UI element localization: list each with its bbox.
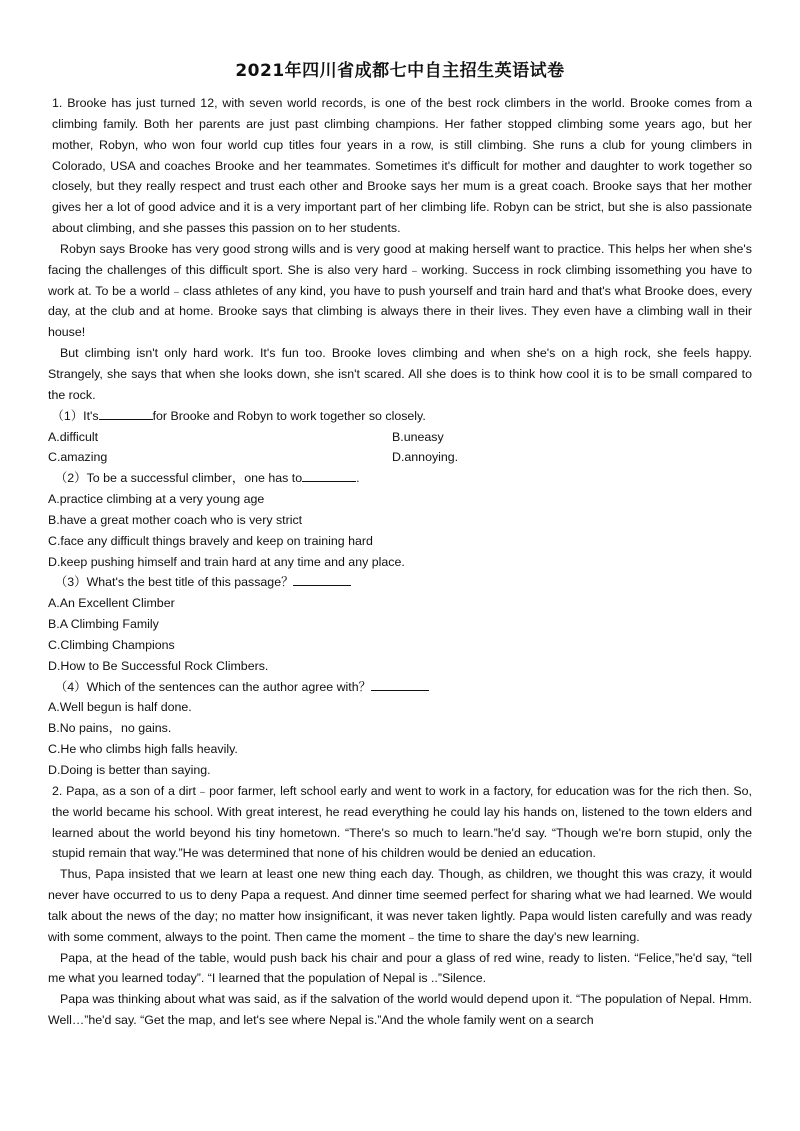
option: A.Well begun is half done. — [48, 700, 192, 715]
option: A.difficult — [48, 429, 99, 444]
passage2-paragraph-2: Thus, Papa insisted that we learn at least one new thing each day. Though, as children, we thought this was crazy, it would never have occurred to us to deny Papa a request. And dinner time seemed perfect for sharing what we had learned. We would talk about the news of the day; no matter how insignificant, it was never taken lightly. Papa would listen carefully and was ready with some comment, always to the point. Then came the moment﹣the time to share the day's new learning. — [48, 867, 752, 944]
passage1-paragraph-3: But climbing isn't only hard work. It's fun too. Brooke loves climbing and when she's on a high rock, she feels happy. Strangely, she says that when she looks down, she isn't scared. All she does is to think how cool it is to be small compared to the rock. — [48, 346, 752, 402]
question-1-options-row-1 — [48, 427, 752, 448]
passage1-paragraph-2: Robyn says Brooke has very good strong wills and is very good at making herself want to practice. This helps her when she's facing the challenges of this difficult sport. She is also very hard﹣working. Success in rock climbing issomething you have to work at. To be a world﹣class athletes of any kind, you have to push yourself and train hard and that's what Brooke does, every day, at the club and at home. Brooke says that climbing is always there in their lives. They even have a climbing wall in their house! — [48, 241, 752, 340]
page-title: 2021年四川省成都七中自主招生英语试卷 — [235, 61, 565, 81]
option: D.How to Be Successful Rock Climbers. — [48, 658, 269, 673]
answer-blank — [302, 469, 356, 482]
answer-blank — [293, 573, 351, 586]
option: D.annoying. — [392, 450, 459, 465]
question-2-stem: （2）To be a successful climber，one has to . — [54, 471, 360, 486]
option: A.An Excellent Climber — [48, 596, 175, 611]
answer-blank — [99, 407, 153, 420]
option: D.keep pushing himself and train hard at any time and any place. — [48, 554, 405, 569]
option: C.He who climbs high falls heavily. — [48, 742, 238, 757]
option: D.Doing is better than saying. — [48, 763, 211, 777]
option: B.A Climbing Family — [48, 617, 159, 632]
option: C.amazing — [48, 450, 108, 465]
question-1-options-row-2 — [48, 447, 752, 468]
passage2-paragraph-4: Papa was thinking about what was said, as if the salvation of the world would depend upon it. “The population of Nepal. Hmm. Well…”he'd say. “Get the map, and let's see where Nepal is.”And the whole family went on a search — [48, 992, 752, 1028]
answer-blank — [371, 678, 429, 691]
question-4-stem: （4）Which of the sentences can the author agree with？ — [48, 677, 752, 698]
option: B.have a great mother coach who is very strict — [48, 512, 303, 527]
passage2-paragraph-1: 2. Papa, as a son of a dirt﹣poor farmer, left school early and went to work in a factory, for education was for the rich then. So, the world became his school. With great interest, he read everything he could lay his hands on, listened to the town elders and learned about the world beyond his tiny hometown. “There's so much to learn.”he'd say. “Though we're born stupid, only the stupid remain that way.”He was determined that none of his children would be denied an education. — [52, 783, 752, 861]
question-1-stem: （1）It's for Brooke and Robyn to work together so closely. — [51, 408, 426, 423]
option: B.No pains，no gains. — [48, 721, 172, 736]
question-3-stem: （3）What's the best title of this passage？ — [48, 572, 752, 593]
option: C.Climbing Champions — [48, 637, 175, 652]
passage1-paragraph-1: 1. Brooke has just turned 12, with seven world records, is one of the best rock climbers in the world. Brooke comes from a climbing family. Both her parents are just past climbing champions. Her father stopped climbing some years ago, but her mother, Robyn, who won four world cup titles four years in a row, is still climbing. She runs a club for young climbers in Colorado, USA and coaches Brooke and her teammates. Sometimes it's difficult for mother and daughter to work together so closely, but they really respect and trust each other and Brooke says her mum is a great coach. Brooke says that her mother gives her a lot of good advice and it is a very important part of her climbing life. Robyn can be strict, but she is also passionate about climbing, and she passes this passion on to her students. — [52, 96, 752, 236]
option: B.uneasy — [392, 429, 444, 444]
passage2-paragraph-3: Papa, at the head of the table, would push back his chair and pour a glass of red wine, ready to listen. “Felice,”he'd say, “tell me what you learned today”. “I learned that the population of Nepal is ..”Silence. — [48, 950, 752, 986]
exam-content — [48, 93, 752, 1031]
option: C.face any difficult things bravely and keep on training hard — [48, 533, 373, 548]
option: A.practice climbing at a very young age — [48, 492, 265, 507]
